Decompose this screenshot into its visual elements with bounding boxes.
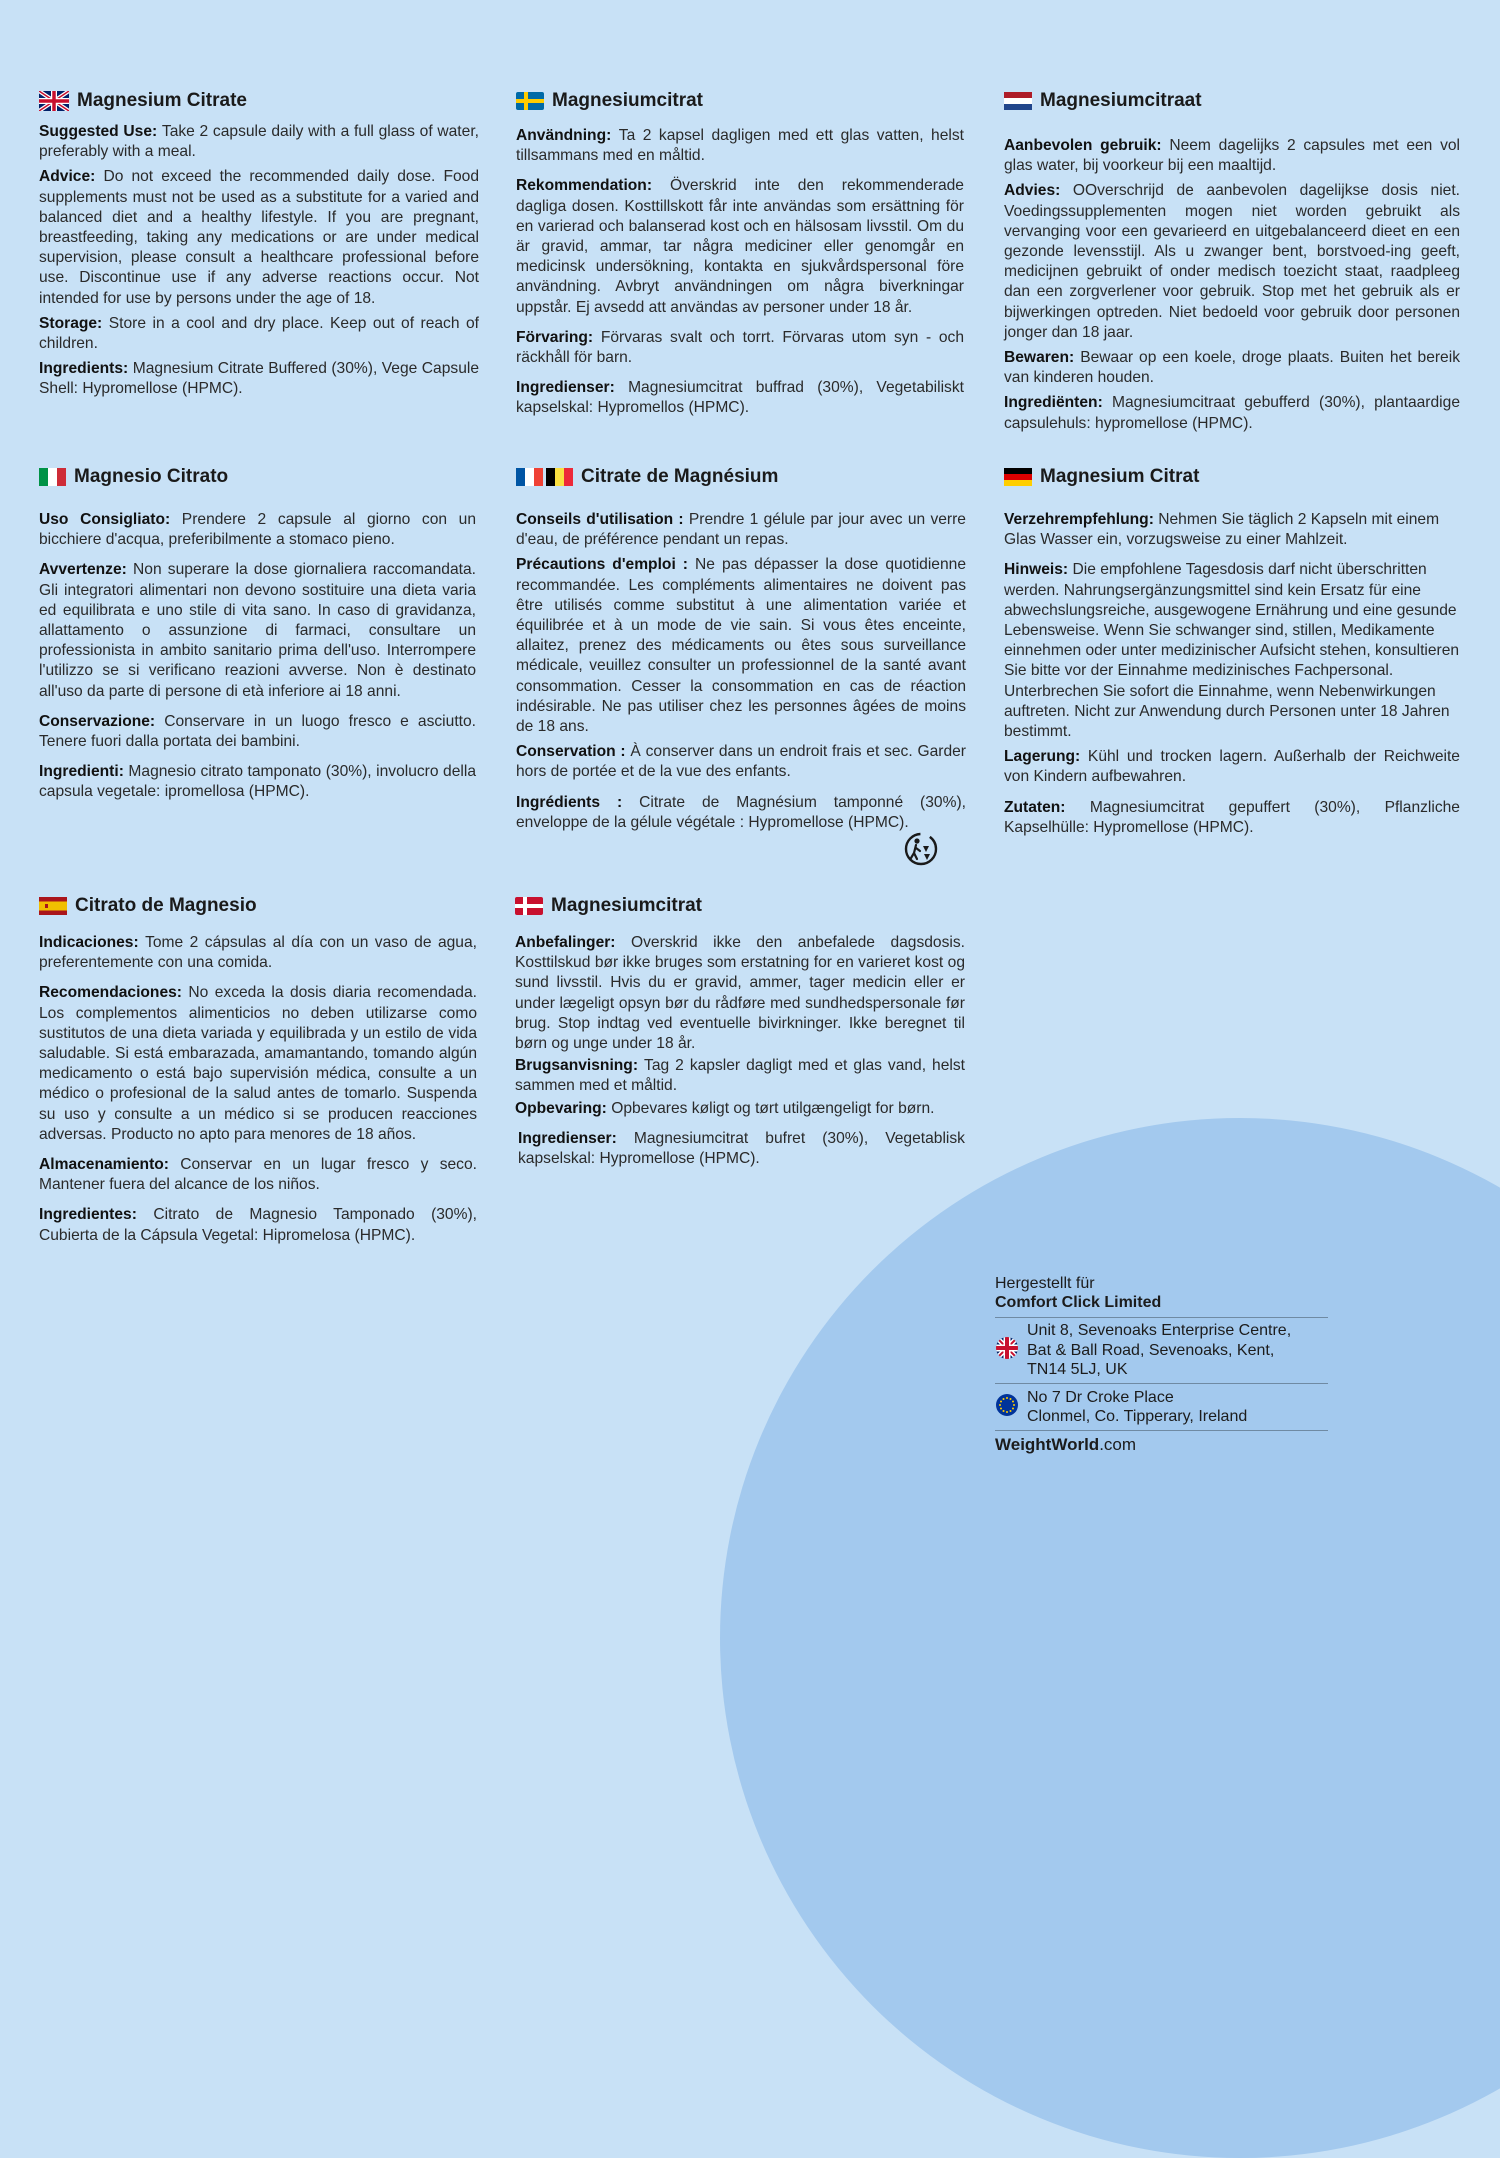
section-title: Magnesium Citrat	[1040, 466, 1200, 487]
label: Avvertenze:	[39, 561, 127, 579]
label: Recomendaciones:	[39, 984, 182, 1002]
label: Suggested Use:	[39, 123, 158, 140]
section-dutch	[1004, 88, 1460, 439]
section-heading	[1004, 464, 1460, 490]
eu-address-text	[1027, 1388, 1247, 1427]
section-heading	[516, 464, 966, 490]
text: Conservare in un luogo fresco e asciutto. Tenere fuori dalla portata dei bambini.	[39, 712, 476, 751]
label: Ingredienser:	[518, 1129, 617, 1147]
eu-flag-round-icon	[995, 1393, 1019, 1422]
label: Opbevaring:	[515, 1099, 607, 1117]
text: Kühl und trocken lagern. Außerhalb der Reichweite von Kindern aufbewahren.	[1004, 748, 1460, 786]
text: Citrate de Magnésium tamponné (30%), enveloppe de la gélule végétale : Hypromellose (HPMC).	[516, 793, 966, 831]
section-spanish	[39, 893, 477, 1251]
label: Ingrediënten:	[1004, 394, 1103, 412]
section-english	[39, 88, 479, 405]
section-danish	[515, 893, 965, 1174]
text: Ta 2 kapsel dagligen med ett glas vatten, helst tillsammans med en måltid.	[516, 127, 964, 165]
triman-recycling-icon	[904, 832, 938, 871]
uk-flag-icon	[39, 91, 69, 111]
section-title: Magnesium Citrate	[77, 90, 247, 111]
text: Overskrid ikke den anbefalede dagsdosis. Kosttilskud bør ikke bruges som erstatning for en varieret kost og sund livsstil. Hvis du er gravid, ammer, tager medicin eller er under lægeligt opsyn bør du rådføre med sundhedspersonale før brug. Stop indtag ved eventuelle bivirkninger. Ikke beregnet til børn og unge under 18 år.	[515, 934, 965, 1053]
label: Brugsanvisning:	[515, 1057, 639, 1075]
label: Advies:	[1004, 182, 1061, 200]
text: Nehmen Sie täglich 2 Kapseln mit einem Glas Wasser ein, vorzugsweise zu einer Mahlzeit.	[1004, 511, 1440, 549]
text: Store in a cool and dry place. Keep out of reach of children.	[39, 314, 480, 353]
text: Take 2 capsule daily with a full glass of water, preferably with a meal.	[39, 123, 479, 161]
text: Överskrid inte den rekommenderade dagliga dosen. Kosttillskott får inte användas som ersättning för en varierad och balanserad kost och en hälsosam livsstil. Om du är gravid, ammar, tar några mediciner eller genomgår en medicinsk undersökning, kontakta en sjukvårdspersonal före användning. Avbryt användningen om några biverkningar uppstår. Ej avsedd att användas av personer under 18 år.	[516, 177, 964, 316]
section-heading	[515, 893, 965, 919]
label: Zutaten:	[1004, 798, 1066, 816]
text: Non superare la dose giornaliera raccomandata. Gli integratori alimentari non devono sostituire una dieta varia ed equilibrata e uno stile di vita sano. In caso di gravidanza, allattamento o assunzione di farmaci, consultare un professionista in ambito sanitario prima dell'uso. Interrompere l'utilizzo se si verificano reazioni avverse. Non è destinato all'uso da parte di persone di età inferiore ai 18 anni.	[39, 561, 476, 700]
label: Advice:	[39, 168, 96, 186]
section-title: Citrato de Magnesio	[75, 895, 257, 916]
section-french	[516, 464, 966, 838]
text: Magnesiumcitrat gepuffert (30%), Pflanzliche Kapselhülle: Hypromellose (HPMC).	[1004, 798, 1460, 836]
text: À conserver dans un endroit frais et sec. Garder hors de portée et de la vue des enfants.	[516, 743, 966, 781]
made-for-label: Hergestellt für	[995, 1275, 1095, 1292]
text: Citrato de Magnesio Tamponado (30%), Cubierta de la Cápsula Vegetal: Hipromelosa (HPMC).	[39, 1206, 478, 1244]
label: Bewaren:	[1004, 349, 1075, 367]
text: Tome 2 cápsulas al día con un vaso de agua, preferentemente con una comida.	[39, 934, 477, 972]
section-heading	[39, 88, 479, 114]
text: Conservar en un lugar fresco y seco. Mantener fuera del alcance de los niños.	[39, 1156, 477, 1194]
text: Neem dagelijks 2 capsules met een vol glas water, bij voorkeur bij een maaltijd.	[1004, 137, 1460, 175]
label: Ingredienser:	[516, 379, 615, 397]
text: Förvaras svalt och torrt. Förvaras utom syn - och räckhåll för barn.	[516, 328, 964, 367]
address-line: Unit 8, Sevenoaks Enterprise Centre,	[1027, 1322, 1292, 1339]
label: Lagerung:	[1004, 748, 1081, 766]
text: Prendre 1 gélule par jour avec un verre d'eau, de préférence pendant un repas.	[516, 511, 966, 549]
label: Anbefalinger:	[515, 934, 616, 951]
website-name: WeightWorld	[995, 1434, 1100, 1454]
section-heading	[39, 893, 477, 919]
address-line: Bat & Ball Road, Sevenoaks, Kent,	[1027, 1341, 1275, 1359]
section-title: Magnesio Citrato	[74, 466, 229, 487]
uk-flag-round-icon	[995, 1336, 1019, 1365]
manufacturer-info	[995, 1274, 1328, 1455]
text: Ne pas dépasser la dose quotidienne recommandée. Les compléments alimentaires ne doivent pas être utilisés comme substitut à une alimentation variée et équilibrée et à un mode de vie sain. Si vous êtes enceinte, allaitez, prenez des médicaments ou êtes sous surveillance médicale, veuillez consulter un professionnel de la santé avant consommation. Cesser la consommation en cas de réaction indésirable. Ne pas utiliser chez les personnes âgées de moins de 18 ans.	[516, 556, 966, 736]
section-title: Magnesiumcitrat	[551, 895, 702, 916]
label: Ingredienti:	[39, 763, 124, 781]
address-line: TN14 5LJ, UK	[1027, 1361, 1128, 1378]
text: OOverschrijd de aanbevolen dagelijkse dosis niet. Voedingssupplementen mogen niet worden gebruikt als vervanging voor een gevarieerd en uitgebalanceerd dieet en een gezonde levensstijl. Als u zwanger bent, borstvoed-ing geeft, medicijnen gebruikt of onder medisch toezicht staat, raadpleeg dan een zorgverlener voor gebruik. Stop met het gebruik als er bijwerkingen optreden. Niet bedoeld voor gebruik door personen jonger dan 18 jaar.	[1004, 182, 1460, 341]
text: Prendere 2 capsule al giorno con un bicchiere d'acqua, preferibilmente a stomaco pieno.	[39, 511, 476, 549]
france-belgium-flags	[516, 468, 573, 486]
label: Indicaciones:	[39, 934, 139, 951]
text: Magnesium Citrate Buffered (30%), Vege Capsule Shell: Hypromellose (HPMC).	[39, 360, 479, 398]
label: Aanbevolen gebruik:	[1004, 137, 1162, 154]
label: Hinweis:	[1004, 561, 1069, 579]
section-heading	[1004, 88, 1460, 114]
section-title: Magnesiumcitrat	[552, 90, 703, 111]
label: Ingredientes:	[39, 1206, 137, 1224]
section-italian	[39, 464, 476, 808]
label: Storage:	[39, 314, 103, 332]
italy-flag-icon	[39, 468, 66, 486]
label: Förvaring:	[516, 328, 594, 346]
address-line: No 7 Dr Croke Place	[1027, 1388, 1174, 1406]
label: Uso Consigliato:	[39, 511, 171, 528]
label: Précautions d'emploi :	[516, 556, 688, 574]
netherlands-flag-icon	[1004, 92, 1032, 110]
text: Die empfohlene Tagesdosis darf nicht überschritten werden. Nahrungsergänzungsmittel sind kein Ersatz für eine abwechslungsreiche, ausgewogene Ernährung und eine gesunde Lebensweise. Wenn Sie schwanger sind, stillen, Medikamente einnehmen oder unter medizinischer Aufsicht stehen, konsultieren Sie bitte vor der Einnahme medizinisches Fachpersonal. Unterbrechen Sie sofort die Einnahme, wenn Nebenwirkungen auftreten. Nicht zur Anwendung durch Personen unter 18 Jahren bestimmt.	[1004, 561, 1460, 741]
belgium-flag-icon	[546, 468, 573, 486]
text: No exceda la dosis diaria recomendada. Los complementos alimenticios no deben utilizarse como sustitutos de una dieta variada y equilibrada y un estilo de vida saludable. Si está embarazada, amamantando, tomando algún medicamento o está bajo supervisión médica, consulte a un médico o profesional de la salud antes de tomarlo. Suspenda su uso y consulte a un médico si se producen reacciones adversas. Producto no apto para menores de 18 años.	[39, 984, 477, 1143]
text: Magnesiumcitrat buffrad (30%), Vegetabiliskt kapselskal: Hypromellos (HPMC).	[516, 379, 964, 417]
label: Conservazione:	[39, 712, 156, 730]
label: Ingredients:	[39, 360, 129, 378]
website	[995, 1430, 1328, 1455]
website-tld: .com	[1099, 1434, 1137, 1454]
text: Bewaar op een koele, droge plaats. Buiten het bereik van kinderen houden.	[1004, 349, 1460, 387]
germany-flag-icon	[1004, 468, 1032, 486]
uk-address	[995, 1317, 1328, 1383]
section-heading	[39, 464, 476, 490]
text: Opbevares køligt og tørt utilgængeligt for børn.	[611, 1099, 935, 1117]
sweden-flag-icon	[516, 92, 544, 110]
label: Verzehrempfehlung:	[1004, 511, 1154, 528]
section-title: Magnesiumcitraat	[1040, 90, 1202, 111]
text: Magnesiumcitrat bufret (30%), Vegetablisk kapselskal: Hypromellose (HPMC).	[518, 1129, 965, 1168]
section-title: Citrate de Magnésium	[581, 466, 779, 487]
label: Ingrédients :	[516, 793, 623, 811]
label: Almacenamiento:	[39, 1156, 169, 1174]
text: Do not exceed the recommended daily dose. Food supplements must not be used as a substitute for a varied and balanced diet and a healthy lifestyle. If you are pregnant, breastfeeding, taking any medications or are under medical supervision, please consult a healthcare professional before use. Discontinue use if any adverse reactions occur. Not intended for use by persons under the age of 18.	[39, 168, 479, 307]
company-name: Comfort Click Limited	[995, 1294, 1162, 1311]
section-german	[1004, 464, 1460, 843]
denmark-flag-icon	[515, 897, 543, 915]
spain-flag-icon	[39, 897, 67, 915]
text: Magnesio citrato tamponato (30%), involucro della capsula vegetale: ipromellosa (HPMC).	[39, 763, 476, 801]
text: Magnesiumcitraat gebufferd (30%), plantaardige capsulehuls: hypromellose (HPMC).	[1004, 394, 1460, 432]
section-swedish	[516, 88, 964, 424]
label: Conservation :	[516, 743, 626, 761]
eu-address	[995, 1383, 1328, 1430]
uk-address-text	[1027, 1321, 1291, 1380]
address-line: Clonmel, Co. Tipperary, Ireland	[1027, 1408, 1248, 1425]
label: Rekommendation:	[516, 177, 653, 195]
label: Conseils d'utilisation :	[516, 511, 684, 528]
label: Användning:	[516, 127, 612, 144]
france-flag-icon	[516, 468, 543, 486]
text: Tag 2 kapsler dagligt med et glas vand, helst sammen med et måltid.	[515, 1057, 965, 1095]
section-heading	[516, 88, 964, 114]
